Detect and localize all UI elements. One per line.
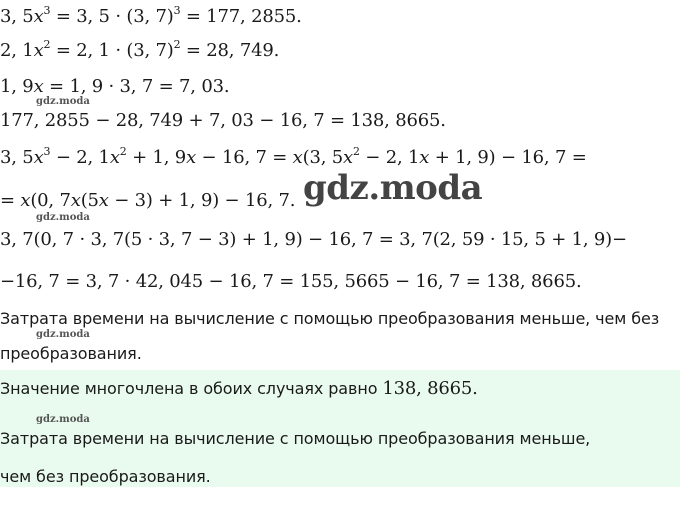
math-variable: x — [109, 147, 120, 168]
watermark-small: gdz.moda — [36, 96, 90, 107]
math-text: 1, 9 — [0, 76, 34, 97]
equation-line-6 — [0, 190, 295, 211]
note-line-2: преобразования. — [0, 344, 142, 363]
math-text: (3, 5 — [302, 147, 343, 168]
math-variable: x — [70, 190, 81, 211]
math-variable: x — [33, 147, 44, 168]
math-exponent: 2 — [119, 145, 127, 158]
math-text: = 177, 2855. — [180, 6, 302, 27]
watermark-small: gdz.moda — [36, 212, 90, 223]
equation-line-1 — [0, 6, 302, 27]
equation-line-7 — [0, 229, 627, 250]
math-text: = — [0, 190, 21, 211]
math-text: = 2, 1 · (3, 7) — [50, 40, 174, 61]
watermark-large: gdz.moda — [303, 168, 483, 208]
math-text: = 3, 5 · (3, 7) — [50, 6, 174, 27]
math-variable: x — [292, 147, 303, 168]
math-variable: x — [419, 147, 430, 168]
math-exponent: 2 — [352, 145, 360, 158]
math-exponent: 2 — [173, 38, 181, 51]
math-exponent: 2 — [43, 38, 51, 51]
note-line-1: Затрата времени на вычисление с помощью преобразования меньше, чем без — [0, 309, 660, 328]
answer-line-3: чем без преобразования. — [0, 467, 211, 486]
math-text: + 1, 9) − 16, 7 = — [429, 147, 587, 168]
answer-text: Значение многочлена в обоих случаях равно — [0, 379, 383, 398]
math-text: 177, 2855 − 28, 749 + 7, 03 − 16, 7 = 138, 8665. — [0, 110, 446, 131]
equation-line-2 — [0, 40, 279, 61]
math-variable: x — [186, 147, 197, 168]
equation-line-5 — [0, 147, 587, 168]
math-variable: x — [98, 190, 109, 211]
math-variable: x — [20, 190, 31, 211]
math-exponent: 3 — [173, 4, 181, 17]
answer-line-2: Затрата времени на вычисление с помощью преобразования меньше, — [0, 429, 591, 448]
math-text: 3, 7(0, 7 · 3, 7(5 · 3, 7 − 3) + 1, 9) − 16, 7 = 3, 7(2, 59 · 15, 5 + 1, 9)− — [0, 229, 627, 250]
watermark-small: gdz.moda — [36, 414, 90, 425]
math-variable: x — [33, 6, 44, 27]
math-text: − 3) + 1, 9) − 16, 7. — [108, 190, 296, 211]
math-text: = 1, 9 · 3, 7 = 7, 03. — [43, 76, 230, 97]
math-variable: x — [343, 147, 353, 168]
math-text: −16, 7 = 3, 7 · 42, 045 − 16, 7 = 155, 5665 − 16, 7 = 138, 8665. — [0, 271, 582, 292]
equation-line-8 — [0, 271, 581, 292]
math-text: (0, 7 — [30, 190, 71, 211]
math-text: − 2, 1 — [50, 147, 110, 168]
math-variable: x — [33, 76, 44, 97]
answer-value: 138, 8665. — [382, 378, 478, 399]
math-text: 3, 5 — [0, 6, 34, 27]
math-exponent: 3 — [43, 4, 51, 17]
math-text: = 28, 749. — [180, 40, 280, 61]
math-text: (5 — [80, 190, 99, 211]
watermark-small: gdz.moda — [36, 329, 90, 340]
equation-line-4 — [0, 110, 446, 131]
math-text: + 1, 9 — [126, 147, 187, 168]
math-exponent: 3 — [43, 145, 51, 158]
math-text: − 16, 7 = — [196, 147, 293, 168]
answer-line-1 — [0, 378, 478, 399]
math-text: 2, 1 — [0, 40, 34, 61]
math-text: 3, 5 — [0, 147, 34, 168]
math-text: − 2, 1 — [359, 147, 420, 168]
equation-line-3 — [0, 76, 229, 97]
math-variable: x — [33, 40, 44, 61]
